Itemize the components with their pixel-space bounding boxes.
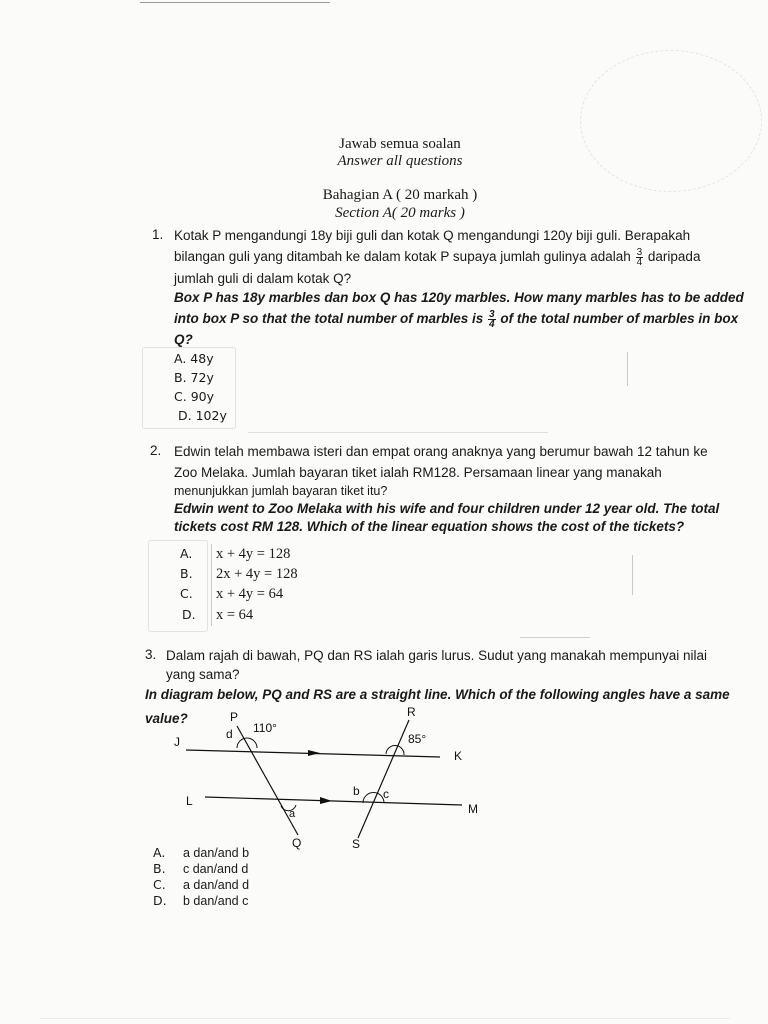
label-j: J: [174, 735, 180, 749]
corner-smudge: [580, 50, 762, 192]
label-angle-85: 85°: [408, 732, 427, 746]
q1-option-a[interactable]: [174, 351, 214, 366]
q3-option-d[interactable]: [153, 893, 248, 908]
option-letter: D.: [178, 408, 192, 423]
label-b: b: [353, 784, 360, 798]
option-equation: x + 4y = 64: [216, 586, 284, 602]
q2-number: 2.: [150, 443, 162, 458]
label-l: L: [186, 794, 193, 808]
section-english: Section A( 20 marks ): [335, 205, 465, 221]
arrow-jk: [308, 750, 320, 756]
q1-en-line2: [174, 308, 738, 329]
option-letter: B.: [180, 566, 193, 581]
line-lm: [205, 797, 462, 805]
q2-ms-line2: Zoo Melaka. Jumlah bayaran tiket ialah RM128. Persamaan linear yang manakah: [174, 465, 662, 480]
option-letter: D.: [153, 893, 167, 908]
q1-en-line1: Box P has 18y marbles dan box Q has 120y marbles. How many marbles has to be added: [174, 290, 744, 305]
q2-ms-line3: menunjukkan jumlah bayaran tiket itu?: [174, 484, 388, 498]
option-value: a dan/and d: [183, 878, 250, 892]
q3-option-c[interactable]: [153, 877, 249, 892]
q1-option-c[interactable]: [174, 389, 214, 404]
option-letter: C.: [153, 877, 166, 892]
option-value: 72y: [190, 370, 214, 385]
q2-en-line2: tickets cost RM 128. Which of the linear equation shows the cost of the tickets?: [174, 519, 685, 534]
option-letter: C.: [174, 389, 187, 404]
q1-ms-line1: Kotak P mengandungi 18y biji guli dan kotak Q mengandungi 120y biji guli. Berapakah: [174, 228, 691, 243]
label-s: S: [352, 837, 361, 850]
q3-ms-line2: yang sama?: [166, 667, 240, 682]
q2-options-box: [148, 540, 208, 632]
label-d: d: [226, 727, 233, 741]
option-equation: x + 4y = 128: [216, 546, 291, 562]
geometry-diagram: [160, 700, 500, 850]
q2-en-line1: Edwin went to Zoo Melaka with his wife and four children under 12 year old. The total: [174, 501, 720, 516]
q3-en-line1: In diagram below, PQ and RS are a straight line. Which of the following angles have a same: [145, 687, 730, 702]
option-value: 90y: [190, 389, 214, 404]
option-value: b dan/and c: [183, 894, 249, 908]
arrow-lm: [320, 797, 332, 804]
option-letter: B.: [174, 370, 187, 385]
option-value: 102y: [195, 408, 227, 423]
option-letter: A.: [153, 845, 166, 860]
q3-number: 3.: [145, 647, 157, 662]
option-letter: D.: [182, 607, 196, 622]
label-p: P: [230, 710, 239, 724]
title-malay: Jawab semua soalan: [339, 136, 461, 152]
q1-en-line2-end: of the total number of marbles in box: [500, 311, 739, 326]
top-scan-line: [140, 2, 330, 3]
title-english: Answer all questions: [337, 153, 463, 169]
q2-right-mark: [632, 555, 633, 595]
divider-q2: [520, 637, 590, 638]
label-q: Q: [292, 836, 302, 850]
q3-option-b[interactable]: [153, 861, 248, 876]
q3-option-a[interactable]: [153, 845, 249, 860]
fraction-numerator: 3: [489, 308, 495, 320]
option-equation: 2x + 4y = 128: [216, 566, 298, 582]
option-letter: B.: [153, 861, 166, 876]
q1-number: 1.: [152, 227, 164, 242]
q1-ms-line2-end: daripada: [647, 249, 701, 264]
label-k: K: [454, 749, 463, 763]
option-letter: A.: [174, 351, 187, 366]
q1-en-line3: Q?: [174, 332, 193, 347]
label-a: a: [289, 808, 296, 820]
fraction-denominator: 4: [489, 318, 495, 330]
q1-right-mark: [627, 352, 628, 386]
q2-ms-line1: Edwin telah membawa isteri dan empat orang anaknya yang berumur bawah 12 tahun ke: [174, 444, 708, 459]
bottom-scan-line: [40, 1018, 730, 1019]
q3-en-line2: value?: [145, 711, 188, 726]
label-c: c: [383, 787, 389, 801]
q1-ms-line3: jumlah guli di dalam kotak Q?: [174, 271, 352, 286]
section-malay: Bahagian A ( 20 markah ): [322, 187, 478, 203]
option-letter: A.: [180, 546, 193, 561]
option-letter: C.: [180, 586, 193, 601]
fraction-numerator: 3: [636, 246, 643, 258]
q1-fraction-en: [488, 310, 496, 329]
line-rs: [358, 720, 409, 838]
q1-ms-line2-text: bilangan guli yang ditambah ke dalam kotak P supaya jumlah gulinya adalah: [174, 249, 631, 264]
label-angle-110: 110°: [253, 721, 277, 735]
option-value: 48y: [190, 351, 214, 366]
q3-ms-line1: Dalam rajah di bawah, PQ dan RS ialah garis lurus. Sudut yang manakah mempunyai nilai: [166, 648, 708, 663]
q1-fraction-ms: [636, 248, 644, 267]
option-value: c dan/and d: [183, 862, 249, 876]
label-r: R: [407, 705, 416, 719]
q2-options-divider: [211, 544, 212, 626]
fraction-denominator: 4: [636, 256, 643, 268]
q1-option-b[interactable]: [174, 370, 214, 385]
option-value: a dan/and b: [183, 846, 250, 860]
q1-option-d[interactable]: [178, 408, 227, 423]
label-m: M: [468, 802, 478, 816]
divider-q1: [248, 432, 548, 433]
q1-en-line2-text: into box P so that the total number of marbles is: [174, 311, 484, 326]
option-equation: x = 64: [216, 607, 254, 623]
q1-ms-line2: [174, 246, 700, 267]
